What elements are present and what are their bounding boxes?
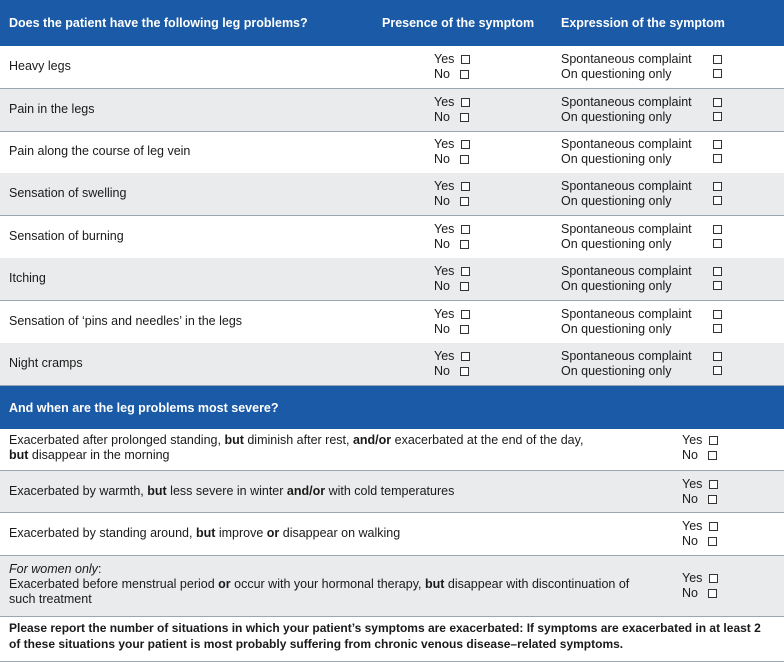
situation-text-4: For women only: Exacerbated before menstrual period or occur with your hormonal therapy, but disappear with discontinuation of such treatment bbox=[9, 562, 630, 606]
situation-3-no-checkbox[interactable] bbox=[708, 537, 717, 546]
questioning-checkbox[interactable] bbox=[713, 69, 722, 78]
presence-heading: Presence of the symptom bbox=[382, 16, 535, 30]
situation-1-no-checkbox[interactable] bbox=[708, 451, 717, 460]
situation-2-yes-checkbox[interactable] bbox=[709, 480, 718, 489]
presence-options: Yes No bbox=[434, 222, 470, 251]
situation-1-options: Yes No bbox=[682, 433, 718, 462]
presence-no-checkbox[interactable] bbox=[460, 197, 469, 206]
questioning-checkbox[interactable] bbox=[713, 154, 722, 163]
presence-no-checkbox[interactable] bbox=[460, 325, 469, 334]
presence-yes-checkbox[interactable] bbox=[461, 352, 470, 361]
questioning-checkbox[interactable] bbox=[713, 196, 722, 205]
presence-no-checkbox[interactable] bbox=[460, 367, 469, 376]
spontaneous-checkbox[interactable] bbox=[713, 352, 722, 361]
symptom-row-6 bbox=[0, 258, 784, 301]
symptom-label: Pain in the legs bbox=[9, 102, 95, 116]
situation-2-no-checkbox[interactable] bbox=[708, 495, 717, 504]
presence-yes-checkbox[interactable] bbox=[461, 98, 470, 107]
situation-text-3: Exacerbated by standing around, but improve or disappear on walking bbox=[9, 526, 401, 540]
questioning-checkbox[interactable] bbox=[713, 324, 722, 333]
presence-options: Yes No bbox=[434, 179, 470, 208]
situation-row-4 bbox=[0, 556, 784, 617]
presence-no-checkbox[interactable] bbox=[460, 282, 469, 291]
spontaneous-checkbox[interactable] bbox=[713, 225, 722, 234]
symptom-row-4 bbox=[0, 173, 784, 216]
situation-4-no-checkbox[interactable] bbox=[708, 589, 717, 598]
questioning-checkbox[interactable] bbox=[713, 281, 722, 290]
presence-options: Yes No bbox=[434, 264, 470, 293]
expression-options: Spontaneous complaint On questioning only bbox=[561, 264, 692, 293]
presence-yes-checkbox[interactable] bbox=[461, 267, 470, 276]
symptom-label: Heavy legs bbox=[9, 59, 71, 73]
expression-heading: Expression of the symptom bbox=[561, 16, 725, 30]
presence-options: Yes No bbox=[434, 349, 470, 378]
symptom-label: Sensation of ‘pins and needles’ in the legs bbox=[9, 314, 243, 328]
presence-yes-checkbox[interactable] bbox=[461, 55, 470, 64]
presence-options: Yes No bbox=[434, 95, 470, 124]
expression-options: Spontaneous complaint On questioning only bbox=[561, 137, 692, 166]
severity-header bbox=[0, 386, 784, 429]
spontaneous-checkbox[interactable] bbox=[713, 140, 722, 149]
spontaneous-checkbox[interactable] bbox=[713, 182, 722, 191]
questioning-checkbox[interactable] bbox=[713, 239, 722, 248]
presence-options: Yes No bbox=[434, 52, 470, 81]
symptoms-header bbox=[0, 0, 784, 46]
situation-text-1: Exacerbated after prolonged standing, but diminish after rest, and/or exacerbated at the end of the day, but disappear in the morning bbox=[9, 433, 584, 462]
presence-no-checkbox[interactable] bbox=[460, 155, 469, 164]
spontaneous-checkbox[interactable] bbox=[713, 310, 722, 319]
situation-row-1 bbox=[0, 429, 784, 471]
presence-no-checkbox[interactable] bbox=[460, 240, 469, 249]
symptom-label: Itching bbox=[9, 271, 46, 285]
symptom-label: Sensation of swelling bbox=[9, 186, 127, 200]
presence-no-checkbox[interactable] bbox=[460, 113, 469, 122]
expression-options: Spontaneous complaint On questioning only bbox=[561, 179, 692, 208]
expression-options: Spontaneous complaint On questioning only bbox=[561, 222, 692, 251]
symptom-row-2 bbox=[0, 89, 784, 132]
symptom-label: Pain along the course of leg vein bbox=[9, 144, 191, 158]
situation-4-options: Yes No bbox=[682, 571, 718, 600]
questioning-checkbox[interactable] bbox=[713, 366, 722, 375]
symptom-row-5 bbox=[0, 216, 784, 259]
symptom-label: Sensation of burning bbox=[9, 229, 124, 243]
presence-options: Yes No bbox=[434, 307, 470, 336]
situation-2-options: Yes No bbox=[682, 477, 718, 506]
situation-row-3 bbox=[0, 513, 784, 556]
symptoms-question-heading: Does the patient have the following leg problems? bbox=[9, 16, 308, 30]
presence-yes-checkbox[interactable] bbox=[461, 225, 470, 234]
symptom-row-7 bbox=[0, 301, 784, 344]
questioning-checkbox[interactable] bbox=[713, 112, 722, 121]
presence-no-checkbox[interactable] bbox=[460, 70, 469, 79]
situation-text-2: Exacerbated by warmth, but less severe in winter and/or with cold temperatures bbox=[9, 484, 455, 498]
presence-yes-checkbox[interactable] bbox=[461, 182, 470, 191]
presence-yes-checkbox[interactable] bbox=[461, 140, 470, 149]
expression-options: Spontaneous complaint On questioning only bbox=[561, 95, 692, 124]
footer-note: Please report the number of situations in which your patient’s symptoms are exacerbated: If symptoms are exacerbated in at least 2 of these situations your patient is most probably suffering from chronic venous disease–related symptoms. bbox=[0, 617, 784, 662]
expression-options: Spontaneous complaint On questioning only bbox=[561, 349, 692, 378]
symptom-row-8 bbox=[0, 343, 784, 386]
symptom-row-3 bbox=[0, 131, 784, 174]
situation-4-yes-checkbox[interactable] bbox=[709, 574, 718, 583]
expression-options: Spontaneous complaint On questioning only bbox=[561, 307, 692, 336]
severity-question-heading: And when are the leg problems most severe? bbox=[9, 400, 279, 415]
presence-options: Yes No bbox=[434, 137, 470, 166]
situation-1-yes-checkbox[interactable] bbox=[709, 436, 718, 445]
expression-options: Spontaneous complaint On questioning only bbox=[561, 52, 692, 81]
presence-yes-checkbox[interactable] bbox=[461, 310, 470, 319]
situation-3-options: Yes No bbox=[682, 519, 718, 548]
symptom-label: Night cramps bbox=[9, 356, 83, 370]
spontaneous-checkbox[interactable] bbox=[713, 267, 722, 276]
spontaneous-checkbox[interactable] bbox=[713, 55, 722, 64]
spontaneous-checkbox[interactable] bbox=[713, 98, 722, 107]
situation-3-yes-checkbox[interactable] bbox=[709, 522, 718, 531]
symptom-row-1 bbox=[0, 46, 784, 89]
situation-row-2 bbox=[0, 471, 784, 513]
